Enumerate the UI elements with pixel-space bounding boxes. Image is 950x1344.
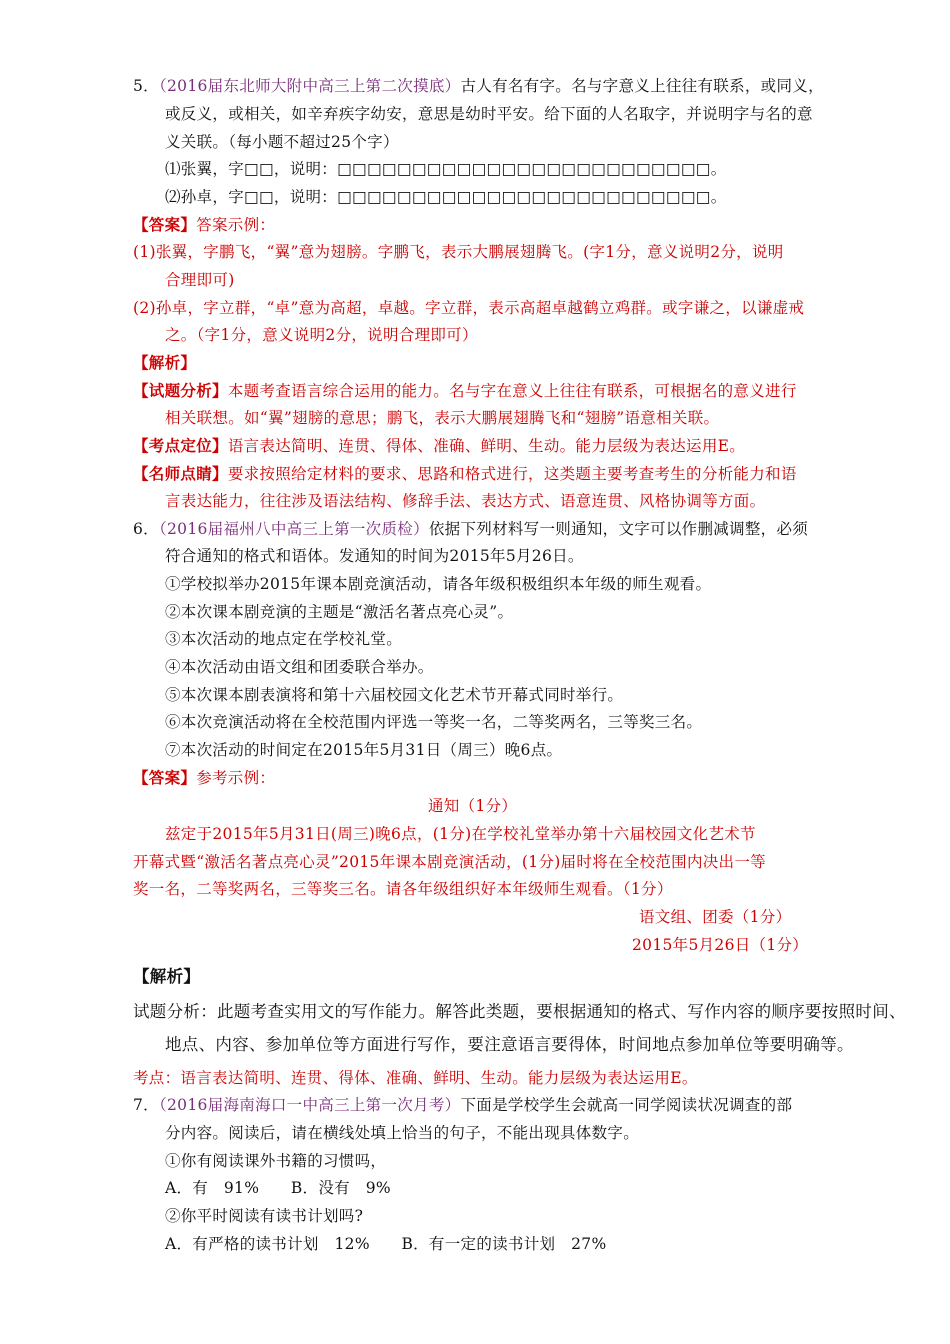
q5-line-3: 义关联。（每小题不超过25个字）: [165, 133, 399, 151]
q6-line-2: 符合通知的格式和语体。发通知的时间为2015年5月26日。: [165, 547, 584, 565]
q5-analysis-line-1: [133, 380, 797, 402]
q5-dianjing-line-2: 言表达能力，往往涉及语法结构、修辞手法、表达方式、语意连贯、风格协调等方面。: [165, 492, 766, 510]
q7-survey-question-1: ①你有阅读课外书籍的习惯吗，: [165, 1152, 387, 1170]
q5-answer-1-line-1: (1)张翼，字鹏飞，“翼”意为翅膀。字鹏飞，表示大鹏展翅腾飞。(字1分，意义说明2分，说明: [133, 243, 784, 261]
q5-answer-2-line-2: 之。（字1分，意义说明2分，说明合理即可）: [165, 326, 478, 344]
q5-answer-tag: 【答案】: [133, 215, 197, 234]
q6-notice-signature: 语文组、团委（1分）: [639, 908, 792, 926]
q6-item-2: ②本次课本剧竞演的主题是“激活名著点亮心灵”。: [165, 603, 514, 621]
q5-analysis-text: 本题考查语言综合运用的能力。名与字在意义上往往有联系，可根据名的意义进行: [227, 382, 797, 400]
q6-notice-title: 通知（1分）: [428, 797, 518, 815]
q6-answer-heading: [133, 767, 275, 789]
q5-answer-heading: [133, 214, 275, 236]
q7-intro: 下面是学校学生会就高一同学阅读状况调查的部: [460, 1096, 793, 1114]
q6-line-1: [133, 518, 808, 540]
q6-item-4: ④本次活动由语文组和团委联合举办。: [165, 658, 434, 676]
q5-kaodian-line: [133, 435, 745, 457]
q5-dianjing-tag: 【名师点睛】: [133, 464, 228, 483]
q5-item-1: ⑴张翼，字□□，说明：□□□□□□□□□□□□□□□□□□□□□□□□□。: [165, 160, 727, 178]
q5-kaodian-tag: 【考点定位】: [133, 436, 228, 455]
q6-notice-date: 2015年5月26日（1分）: [632, 936, 809, 954]
q5-jiexi-heading: 【解析】: [133, 353, 197, 372]
q7-survey-options-2: A．有严格的读书计划 12% B．有一定的读书计划 27%: [165, 1235, 607, 1253]
q6-notice-line-2: 开幕式暨“激活名著点亮心灵”2015年课本剧竞演活动，(1分)届时将在全校范围内决出一等: [133, 853, 766, 871]
q7-line-1: [133, 1094, 792, 1116]
q5-dianjing-line-1: [133, 463, 797, 485]
q5-line-2: 或反义，或相关，如辛弃疾字幼安，意思是幼时平安。给下面的人名取字，并说明字与名的意: [165, 105, 813, 123]
q6-item-5: ⑤本次课本剧表演将和第十六届校园文化艺术节开幕式同时举行。: [165, 686, 624, 704]
q5-kaodian-text: 语言表达简明、连贯、得体、准确、鲜明、生动。能力层级为表达运用E。: [227, 437, 746, 455]
q6-notice-line-3: 奖一名，二等奖两名，三等奖三名。请各年级组织好本年级师生观看。（1分）: [133, 880, 673, 898]
q6-intro: 依据下列材料写一则通知，文字可以作删减调整，必须: [428, 520, 809, 538]
q6-item-3: ③本次活动的地点定在学校礼堂。: [165, 630, 403, 648]
q5-answer-2-line-1: (2)孙卓，字立群，“卓”意为高超，卓越。字立群，表示高超卓越鹤立鸡群。或字谦之，以谦虚戒: [133, 299, 805, 317]
q5-answer-1-line-2: 合理即可): [165, 271, 235, 289]
q6-kaodian-line: 考点：语言表达简明、连贯、得体、准确、鲜明、生动。能力层级为表达运用E。: [133, 1069, 698, 1087]
q6-jiexi-heading: 【解析】: [133, 967, 201, 986]
q6-source: （2016届福州八中高三上第一次质检）: [158, 520, 429, 538]
q5-analysis-line-2: 相关联想。如“翼”翅膀的意思；鹏飞，表示大鹏展翅腾飞和“翅膀”语意相关联。: [165, 409, 720, 427]
q6-item-7: ⑦本次活动的时间定在2015年5月31日（周三）晚6点。: [165, 741, 563, 759]
q5-item-2: ⑵孙卓，字□□，说明：□□□□□□□□□□□□□□□□□□□□□□□□□。: [165, 188, 727, 206]
q7-line-2: 分内容。阅读后，请在横线处填上恰当的句子，不能出现具体数字。: [165, 1124, 640, 1142]
q7-survey-options-1: A．有 91% B．没有 9%: [165, 1179, 391, 1197]
q6-answer-tag: 【答案】: [133, 768, 197, 787]
q5-answer-label: 答案示例：: [196, 216, 276, 234]
q5-analysis-tag: 【试题分析】: [133, 381, 228, 400]
q6-item-1: ①学校拟举办2015年课本剧竞演活动，请各年级积极组织本年级的师生观看。: [165, 575, 712, 593]
q7-number: 7．: [133, 1096, 159, 1114]
q6-item-6: ⑥本次竞演活动将在全校范围内评选一等奖一名，二等奖两名，三等奖三名。: [165, 713, 703, 731]
q6-notice-line-1: 兹定于2015年5月31日(周三)晚6点，(1分)在学校礼堂举办第十六届校园文化艺术节: [165, 825, 756, 843]
q5-source: （2016届东北师大附中高三上第二次摸底）: [158, 77, 461, 95]
q6-number: 6．: [133, 520, 159, 538]
q7-survey-question-2: ②你平时阅读有读书计划吗?: [165, 1207, 364, 1225]
q5-line-1: [133, 75, 824, 97]
q7-source: （2016届海南海口一中高三上第一次月考）: [158, 1096, 461, 1114]
q6-answer-label: 参考示例：: [196, 769, 276, 787]
q5-number: 5．: [133, 77, 159, 95]
q5-dianjing-text: 要求按照给定材料的要求、思路和格式进行，这类题主要考查考生的分析能力和语: [227, 465, 797, 483]
q6-analysis-line-1: 试题分析：此题考查实用文的写作能力。解答此类题，要根据通知的格式、写作内容的顺序要按照时间、: [133, 1002, 906, 1021]
q6-analysis-line-2: 地点、内容、参加单位等方面进行写作，要注意语言要得体，时间地点参加单位等要明确等。: [165, 1035, 854, 1054]
q5-intro: 古人有名有字。名与字意义上往往有联系，或同义，: [460, 77, 824, 95]
